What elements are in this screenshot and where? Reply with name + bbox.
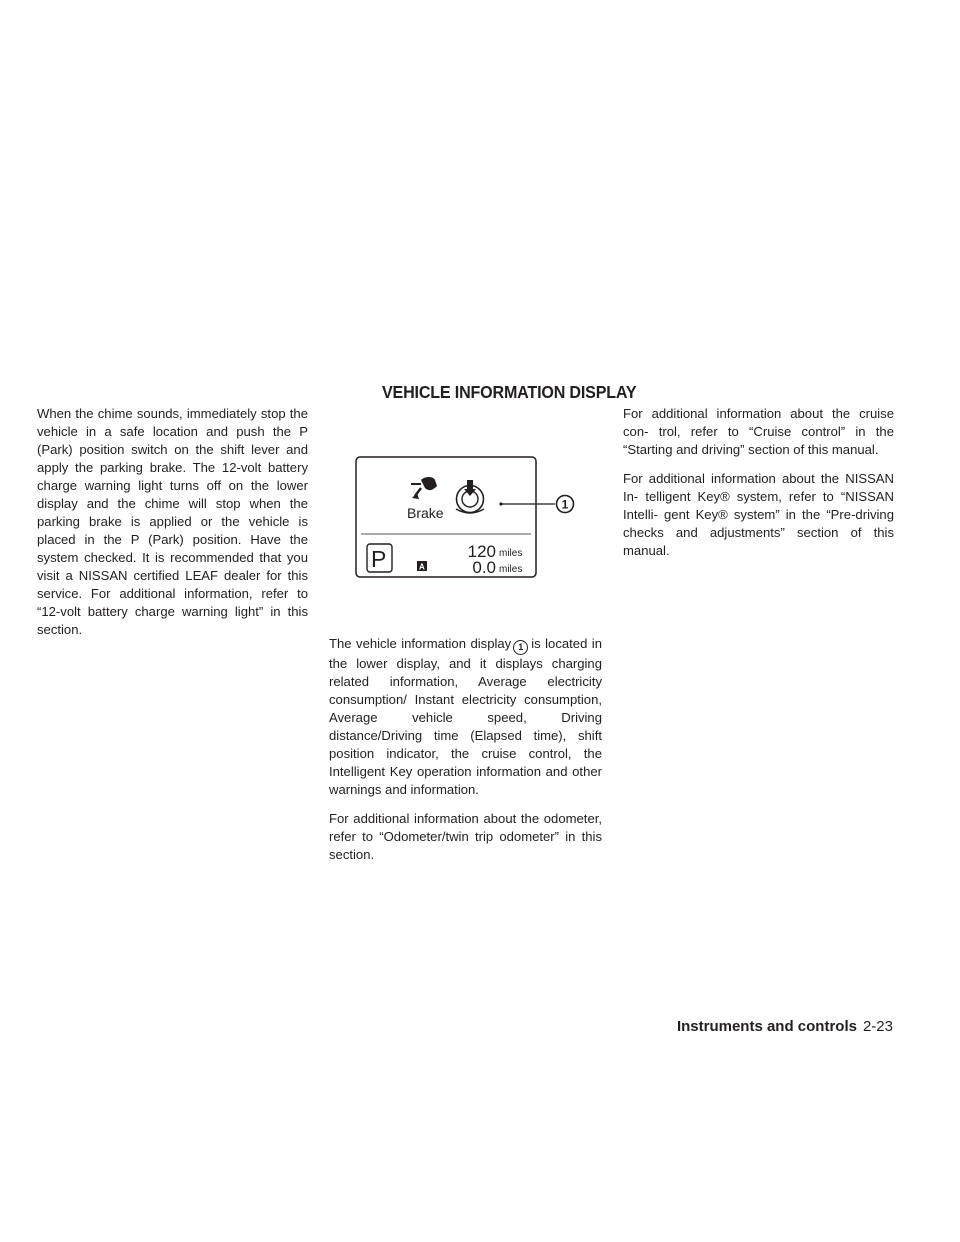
section-heading: VEHICLE INFORMATION DISPLAY <box>382 382 637 402</box>
p1-after: is located in the lower display, and it displays charging related information, Average electricity consumption/ Instant electricity consumption, Average vehicle speed, Driving distance/Driving time (Elapsed time), shift position indicator, the cruise control, the Intelligent Key operation information and other warnings and information. <box>329 636 602 797</box>
mode-badge: A <box>419 562 425 572</box>
callout-number: 1 <box>561 497 569 512</box>
vehicle-info-display-figure <box>355 456 585 582</box>
inline-callout: 1 <box>513 640 528 655</box>
middle-paragraph-2: For additional information about the odometer, refer to “Odometer/twin trip odometer” in this section. <box>329 811 602 862</box>
right-column <box>623 405 894 571</box>
range-unit: miles <box>499 548 523 559</box>
range-value: 120 <box>467 542 496 561</box>
page-number: 2-23 <box>862 1018 893 1035</box>
page-footer <box>677 1018 893 1035</box>
trip-value: 0.0 <box>472 558 496 577</box>
middle-column <box>329 635 602 875</box>
trip-unit: miles <box>499 564 523 575</box>
right-paragraph-1: For additional information about the cruise con- trol, refer to “Cruise control” in the “Starting and driving” section of this manual. <box>623 406 894 457</box>
right-paragraph-2: For additional information about the NISSAN In- telligent Key® system, refer to “NISSAN Intelli- gent Key® system” in the “Pre-driving checks and adjustments” section of this manual. <box>623 471 894 558</box>
p1-before: The vehicle information display <box>329 636 512 651</box>
gear-indicator: P <box>371 546 387 572</box>
brake-label: Brake <box>407 505 444 521</box>
footer-section: Instruments and controls <box>676 1018 857 1035</box>
left-paragraph: When the chime sounds, immediately stop the vehicle in a safe location and push the P (Park) position switch on the shift lever and apply the parking brake. The 12-volt battery charge warning light turns off on the lower display and the chime will stop when the parking brake is applied or the vehicle is placed in the P (Park) position. Have the system checked. It is recommended that you visit a NISSAN certified LEAF dealer for this service. For additional information, refer to “12-volt battery charge warning light” in this section. <box>37 406 308 637</box>
middle-paragraph-1 <box>329 635 602 799</box>
left-column <box>37 405 308 650</box>
